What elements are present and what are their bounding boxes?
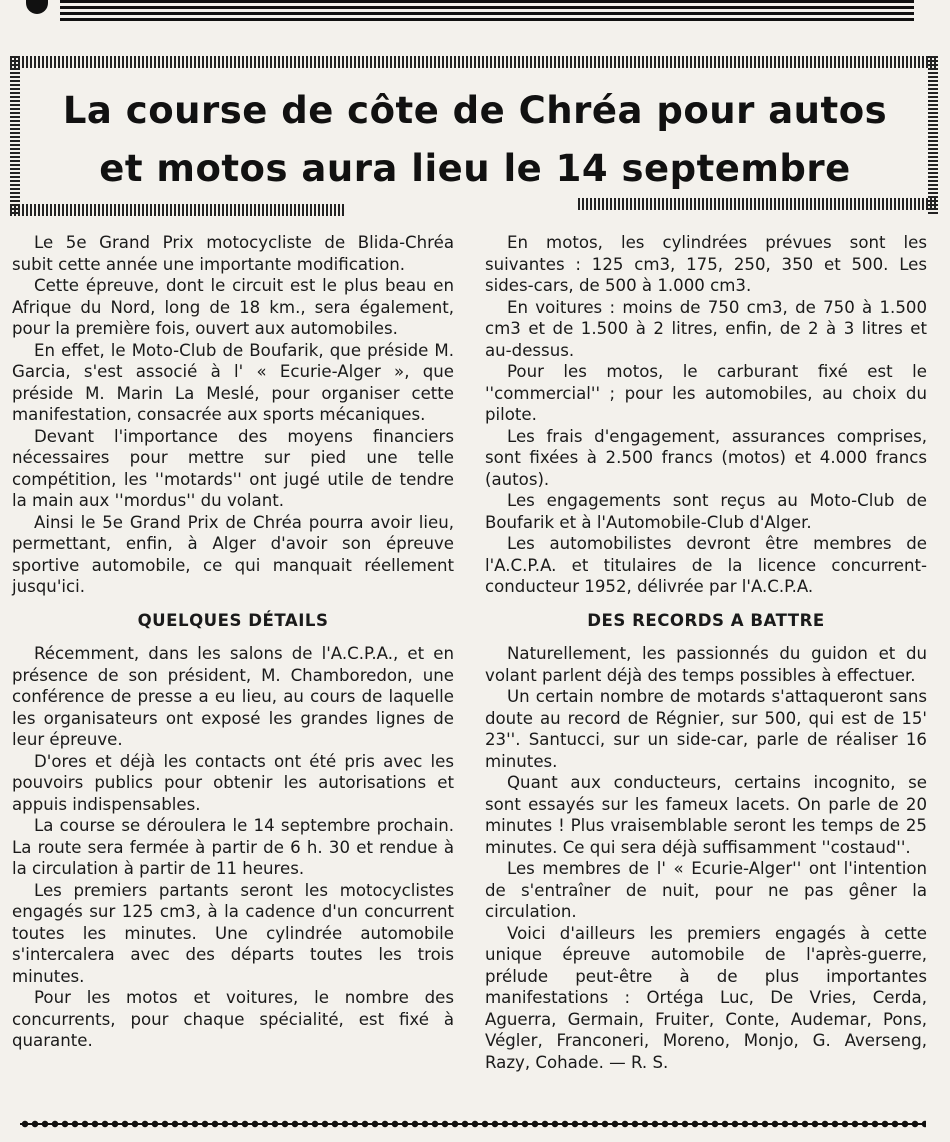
paragraph: En effet, le Moto-Club de Boufarik, que préside M. Garcia, s'est associé à l' « Ecurie-Alger », que préside M. Marin La Meslé, pour organiser cette manifestation, consacrée aux sports mécaniques. <box>12 340 454 424</box>
paragraph: Les engagements sont reçus au Moto-Club de Boufarik et à l'Automobile-Club d'Alger. <box>485 491 927 532</box>
paragraph: Naturellement, les passionnés du guidon et du volant parlent déjà des temps possibles à effectuer. <box>485 644 927 685</box>
paragraph: Cette épreuve, dont le circuit est le plus beau en Afrique du Nord, long de 18 km., sera également, pour la première fois, ouvert aux automobiles. <box>12 276 454 338</box>
paragraph: Un certain nombre de motards s'attaqueront sans doute au record de Régnier, sur 500, qui est de 15' 23''. Santucci, sur un side-car, parle de réaliser 16 minutes. <box>485 687 927 771</box>
paragraph: Ainsi le 5e Grand Prix de Chréa pourra avoir lieu, permettant, enfin, à Alger d'avoir son épreuve sportive automobile, ce qui manquait réellement jusqu'ici. <box>12 512 454 596</box>
right-column <box>485 232 927 1073</box>
paragraph: Les premiers partants seront les motocyclistes engagés sur 125 cm3, à la cadence d'un concurrent toutes les minutes. Une cylindrée automobile s'intercalera avec des départs toutes les trois minutes. <box>12 880 454 986</box>
paragraph: En voitures : moins de 750 cm3, de 750 à 1.500 cm3 et de 1.500 à 2 litres, enfin, de 2 à 3 litres et au-dessus. <box>485 297 927 360</box>
headline-line-2: et motos aura lieu le 14 septembre <box>99 147 851 190</box>
paragraph: Pour les motos, le carburant fixé est le ''commercial'' ; pour les automobiles, au choix du pilote. <box>485 362 927 424</box>
frame-top-border <box>10 56 938 68</box>
paragraph: En motos, les cylindrées prévues sont les suivantes : 125 cm3, 175, 250, 350 et 500. Les sides-cars, de 500 à 1.000 cm3. <box>485 233 927 295</box>
paragraph: La course se déroulera le 14 septembre prochain. La route sera fermée à partir de 6 h. 30 et rendue à la circulation à partir de 11 heures. <box>12 816 454 878</box>
left-column <box>12 232 454 1052</box>
paragraph: Récemment, dans les salons de l'A.C.P.A., et en présence de son président, M. Chamboredon, une conférence de presse a eu lieu, au cours de laquelle les organisateurs ont exposé les grandes lignes de leur épreuve. <box>12 644 454 749</box>
paragraph: Le 5e Grand Prix motocycliste de Blida-Chréa subit cette année une importante modification. <box>12 233 454 274</box>
paragraph: Pour les motos et voitures, le nombre des concurrents, pour chaque spécialité, est fixé à quarante. <box>12 988 454 1050</box>
top-rule <box>60 0 914 22</box>
paragraph: Les frais d'engagement, assurances comprises, sont fixées à 2.500 francs (motos) et 4.000 francs (autos). <box>485 426 927 489</box>
frame-left-border <box>10 56 20 216</box>
decorative-ornament <box>26 0 48 14</box>
paragraph: D'ores et déjà les contacts ont été pris avec les pouvoirs publics pour obtenir les autorisations et appuis indispensables. <box>12 751 454 814</box>
paragraph: Les membres de l' « Ecurie-Alger'' ont l'intention de s'entraîner de nuit, pour ne pas gêner la circulation. <box>485 859 927 921</box>
frame-bottom-border-left <box>10 204 345 216</box>
paragraph: Voici d'ailleurs les premiers engagés à cette unique épreuve automobile de l'après-guerre, prélude peut-être à de plus importantes manifestations : Ortéga Luc, De Vries, Cerda, Aguerra, Germain, Fruiter, Conte, Audemar, Pons, Végler, Franconeri, Moreno, Monjo, G. Averseng, Razy, Cohade. — R. S. <box>485 923 927 1072</box>
frame-bottom-border-right <box>578 198 938 210</box>
paragraph: Les automobilistes devront être membres de l'A.C.P.A. et titulaires de la licence concurrent-conducteur 1952, délivrée par l'A.C.P.A. <box>485 534 927 596</box>
subheading-details: QUELQUES DÉTAILS <box>137 610 329 630</box>
paragraph: Devant l'importance des moyens financiers nécessaires pour mettre sur pied une telle compétition, les ''motards'' ont jugé utile de tendre la main aux ''mordus'' du volant. <box>12 426 454 510</box>
paragraph: Quant aux conducteurs, certains incognito, se sont essayés sur les fameux lacets. On parle de 20 minutes ! Plus vraisemblable seront les temps de 25 minutes. Ce qui sera déjà suffisamment ''costaud''. <box>485 773 927 857</box>
bottom-rule <box>20 1119 926 1129</box>
headline-line-1: La course de côte de Chréa pour autos <box>62 89 888 132</box>
headline <box>30 82 920 198</box>
frame-right-border <box>928 56 938 216</box>
subheading-records: DES RECORDS A BATTRE <box>587 610 825 630</box>
